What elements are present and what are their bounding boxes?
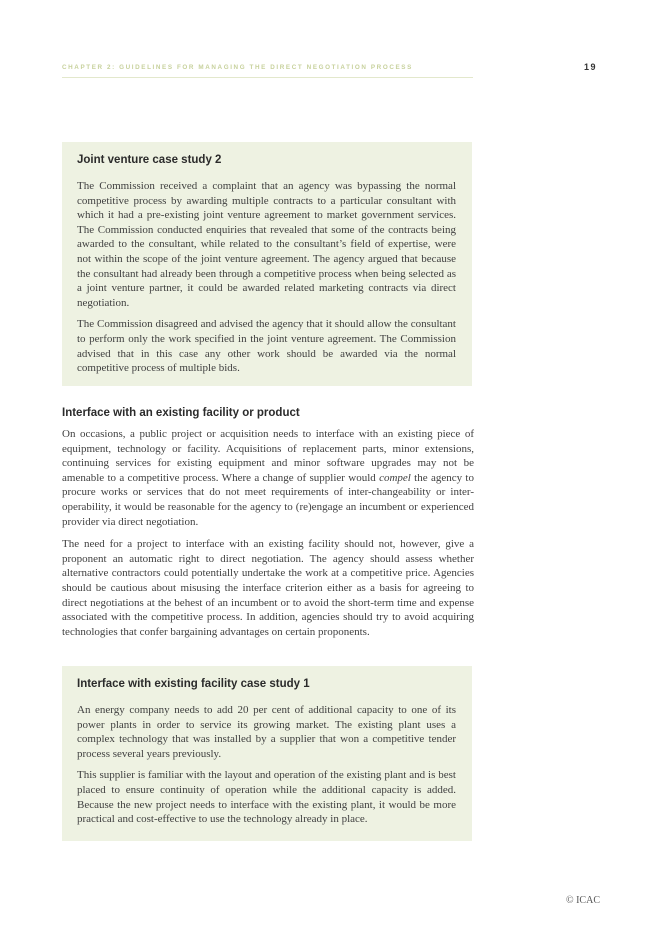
case-study-paragraph: The Commission received a complaint that an agency was bypassing the normal competitive process by awarding multiple contracts to a particular consultant with which it had a pre-existing joint venture agreement to market government services. The Commission conducted enquiries that revealed that some of the contracts being awarded to the consultant, while related to the consultant’s field of expertise, were not within the scope of the joint venture agreement. The agency argued that because the consultant had already been through a competitive process when being selected as a joint venture partner, it could be awarded related marketing contracts via direct negotiation.: [77, 180, 456, 309]
case-study-paragraph: An energy company needs to add 20 per cent of additional capacity to one of its power plants in order to service its growing market. The existing plant uses a complex technology that was installed by a supplier that won a competitive tender process several years previously.: [77, 704, 456, 760]
section-body: [62, 427, 474, 647]
running-header: CHAPTER 2: GUIDELINES FOR MANAGING THE DIRECT NEGOTIATION PROCESS: [62, 64, 413, 71]
case-study-paragraph: The Commission disagreed and advised the agency that it should allow the consultant to perform only the work specified in the joint venture agreement. The Commission advised that in this case any other work should be awarded via the normal competitive process of multiple bids.: [77, 318, 456, 375]
copyright-footer: © ICAC: [566, 895, 600, 906]
case-study-box-joint-venture: [62, 142, 472, 386]
emphasis-text: compel: [379, 471, 411, 484]
body-text: the agency to procure works or services that do not meet requirements of inter-changeability or inter-operability, it would be reasonable for the agency to (re)engage an incumbent or experienced provider via direct negotiation.: [62, 471, 474, 528]
case-study-title: Joint venture case study 2: [77, 154, 222, 166]
header-rule: [62, 77, 473, 78]
body-paragraph: The need for a project to interface with an existing facility should not, however, give a proponent an automatic right to direct negotiation. The agency should assess whether alternative contractors could potentially undertake the work at a competitive price. Agencies should be cautious about misusing the interface criterion either as a basis for agreeing to direct negotiations at the behest of an incumbent or to avoid the short-term time and expense associated with the competitive process. In addition, agencies should try to avoid acquiring technologies that confer bargaining advantages on certain proponents.: [62, 538, 474, 638]
case-study-title: Interface with existing facility case study 1: [77, 678, 310, 690]
page-number: 19: [584, 62, 598, 72]
section-heading: Interface with an existing facility or product: [62, 407, 300, 419]
case-study-paragraph: This supplier is familiar with the layout and operation of the existing plant and is best placed to ensure continuity of operation while the additional capacity is added. Because the new project needs to interface with the existing plant, it would be more practical and cost-effective to use the technology already in place.: [77, 769, 456, 826]
case-study-box-interface: [62, 666, 472, 841]
body-paragraph: [62, 427, 474, 529]
body-text: On occasions, a public project or acquisition needs to interface with an existing piece of equipment, technology or facility. Acquisitions of replacement parts, minor extensions, continuing services for existing equipment and minor software upgrades may not be amenable to a competitive process. Where a change of supplier would: [62, 428, 474, 484]
